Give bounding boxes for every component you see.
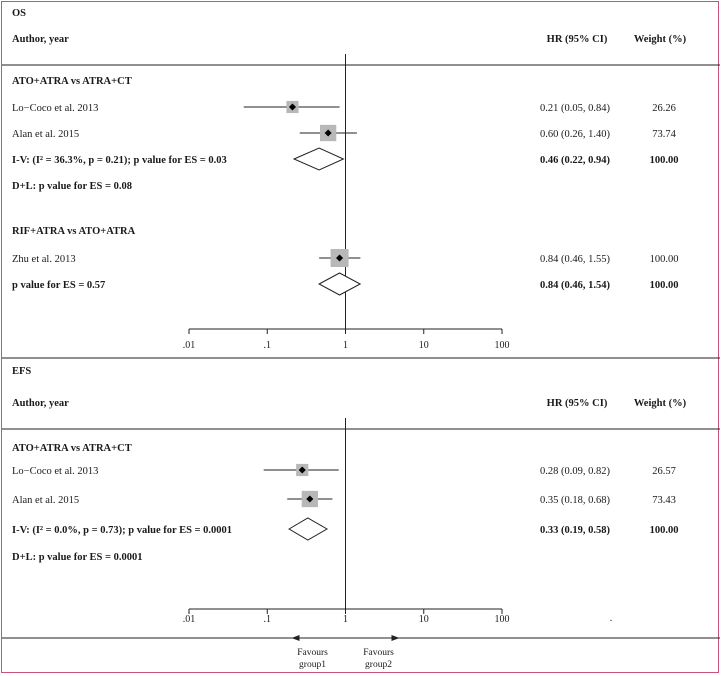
- favours-right-arrowhead: [392, 635, 400, 641]
- pooled-weight-text: 100.00: [649, 280, 679, 291]
- pooled-label: p value for ES = 0.57: [12, 280, 106, 291]
- study-label: Lo−Coco et al. 2013: [12, 103, 99, 114]
- hr-ci-text: 0.21 (0.05, 0.84): [540, 103, 610, 114]
- pooled-diamond: [289, 518, 327, 540]
- pooled-hr-ci-text: 0.46 (0.22, 0.94): [540, 155, 610, 166]
- panel-title: OS: [12, 8, 27, 19]
- x-tick-label: 100: [494, 614, 510, 625]
- favours-left-arrowhead: [292, 635, 300, 641]
- group-label: RIF+ATRA vs ATO+ATRA: [12, 226, 136, 237]
- pooled-weight-text: 100.00: [649, 525, 679, 536]
- favours-left-group: group1: [299, 660, 326, 670]
- forest-plot-figure: [2, 2, 720, 674]
- x-tick-label: 10: [418, 614, 429, 625]
- column-header-hr: HR (95% CI): [546, 34, 608, 45]
- weight-text: 100.00: [649, 254, 679, 265]
- group-label: ATO+ATRA vs ATRA+CT: [12, 443, 132, 454]
- x-tick-label: .1: [263, 340, 271, 351]
- x-tick-label: 10: [418, 340, 429, 351]
- note-label: D+L: p value for ES = 0.08: [12, 181, 132, 192]
- hr-ci-text: 0.35 (0.18, 0.68): [540, 495, 610, 506]
- x-tick-label: .1: [263, 614, 271, 625]
- column-header-hr: HR (95% CI): [546, 398, 608, 409]
- pooled-weight-text: 100.00: [649, 155, 679, 166]
- hr-ci-text: 0.28 (0.09, 0.82): [540, 466, 610, 477]
- study-label: Alan et al. 2015: [12, 129, 80, 140]
- pooled-label: I-V: (I² = 0.0%, p = 0.73); p value for ES = 0.0001: [12, 525, 233, 536]
- favours-right-label: Favours: [363, 648, 394, 658]
- group-label: ATO+ATRA vs ATRA+CT: [12, 76, 132, 87]
- column-header-weight: Weight (%): [633, 398, 687, 409]
- x-tick-label: .01: [182, 340, 196, 351]
- study-label: Lo−Coco et al. 2013: [12, 466, 99, 477]
- panel-title: EFS: [12, 366, 32, 377]
- pooled-label: I-V: (I² = 36.3%, p = 0.21); p value for ES = 0.03: [12, 155, 227, 166]
- stray-mark: .: [609, 613, 613, 624]
- study-label: Zhu et al. 2013: [12, 254, 76, 265]
- pooled-hr-ci-text: 0.33 (0.19, 0.58): [540, 525, 610, 536]
- column-header-study: Author, year: [12, 398, 69, 409]
- x-tick-label: 1: [343, 614, 348, 625]
- x-tick-label: 1: [343, 340, 348, 351]
- pooled-hr-ci-text: 0.84 (0.46, 1.54): [540, 280, 610, 291]
- weight-text: 73.74: [652, 129, 676, 140]
- note-label: D+L: p value for ES = 0.0001: [12, 552, 143, 563]
- column-header-weight: Weight (%): [633, 34, 687, 45]
- study-label: Alan et al. 2015: [12, 495, 80, 506]
- hr-ci-text: 0.84 (0.46, 1.55): [540, 254, 610, 265]
- favours-right-group: group2: [365, 660, 392, 670]
- weight-text: 73.43: [652, 495, 676, 506]
- weight-text: 26.26: [652, 103, 676, 114]
- weight-text: 26.57: [652, 466, 676, 477]
- pooled-diamond: [294, 148, 343, 170]
- x-tick-label: 100: [494, 340, 510, 351]
- favours-left-label: Favours: [297, 648, 328, 658]
- x-tick-label: .01: [182, 614, 196, 625]
- pooled-diamond: [319, 273, 360, 295]
- figure-frame: [1, 1, 719, 673]
- hr-ci-text: 0.60 (0.26, 1.40): [540, 129, 610, 140]
- column-header-study: Author, year: [12, 34, 69, 45]
